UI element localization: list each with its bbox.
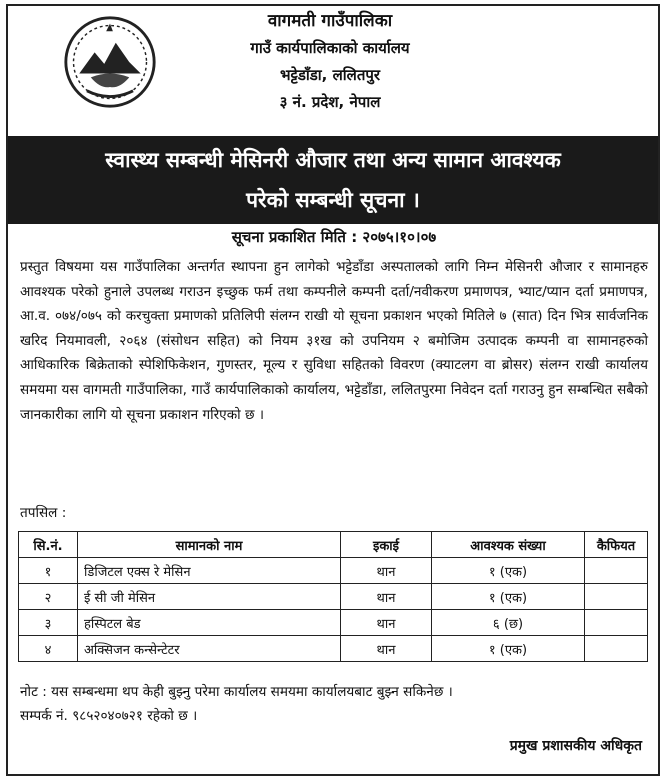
serial-cell: १	[19, 558, 78, 584]
note-text: नोट : यस सम्बन्धमा थप केही बुझ्नु परेमा कार्यालय समयमा कार्यालयबाट बुझ्न सकिनेछ ।	[20, 684, 453, 700]
item-name-cell: अक्सिजन कन्सेन्टेटर	[78, 636, 341, 662]
title-line-1: स्वास्थ्य सम्बन्धी मेसिनरी औजार तथा अन्य सामान आवश्यक	[105, 148, 561, 172]
serial-cell: ३	[19, 610, 78, 636]
office-header	[170, 8, 490, 116]
notice-title-banner	[8, 136, 658, 224]
office-address: भट्टेडाँडा, ललितपुर	[279, 66, 381, 84]
notice-body: प्रस्तुत विषयमा यस गाउँपालिका अन्तर्गत स्थापना हुन लागेको भट्टेडाँडा अस्पतालको लागि निम्न मेसिनरी औजार र सामानहरु आवश्यक परेको हुनाले उपलब्ध गराउन इच्छुक फर्म तथा कम्पनीले कम्पनी दर्ता/नवीकरण प्रमाणपत्र, भ्याट/प्यान दर्ता प्रमाणपत्र, आ.व. ०७४/०७५ को करचुक्ता प्रमाणको प्रतिलिपी संलग्न राखी यो सूचना प्रकाशन भएको मितिले ७ (सात) दिन भित्र सार्वजनिक खरिद नियमावली, २०६४ (संसोधन सहित) को नियम ३१ख को उपनियम २ बमोजिम उत्पादक कम्पनी वा सामानहरुको आधिकारिक बिक्रेताको स्पेशिफिकेशन, गुणस्तर, मूल्य र सुविधा सहितको विवरण (क्याटलग वा ब्रोसर) संलग्न राखी कार्यालय समयमा यस वागमती गाउँपालिका, गाउँ कार्यपालिकाको कार्यालय, भट्टेडाँडा, ललितपुरमा निवेदन दर्ता गराउनु हुन सम्बन्धित सबैको जानकारीका लागि यो सूचना प्रकाशन गरिएको छ ।	[20, 259, 648, 423]
nepal-emblem-icon	[62, 14, 158, 110]
note-block	[20, 680, 650, 728]
table-row	[19, 558, 648, 584]
unit-cell: थान	[341, 584, 432, 610]
item-name-cell: ई सी जी मेसिन	[78, 584, 341, 610]
quantity-cell: १ (एक)	[432, 584, 585, 610]
table-row	[19, 584, 648, 610]
remarks-cell	[585, 584, 648, 610]
remarks-cell	[585, 636, 648, 662]
province-country: ३ नं. प्रदेश, नेपाल	[279, 93, 381, 111]
published-date: सूचना प्रकाशित मिति : २०७५।१०।०७	[231, 228, 437, 246]
col-serial: सि.नं.	[19, 532, 78, 558]
contact-number: सम्पर्क नं. ९८५२०४०७२१ रहेको छ ।	[20, 708, 198, 724]
serial-cell: ४	[19, 636, 78, 662]
col-remarks: कैफियत	[585, 532, 648, 558]
remarks-cell	[585, 558, 648, 584]
unit-cell: थान	[341, 610, 432, 636]
serial-cell: २	[19, 584, 78, 610]
quantity-cell: १ (एक)	[432, 558, 585, 584]
table-row	[19, 636, 648, 662]
unit-cell: थान	[341, 636, 432, 662]
col-item-name: सामानको नाम	[78, 532, 341, 558]
item-name-cell: डिजिटल एक्स रे मेसिन	[78, 558, 341, 584]
table-header-row	[19, 532, 648, 558]
office-name: गाउँ कार्यपालिकाको कार्यालय	[250, 39, 410, 57]
table-row	[19, 610, 648, 636]
col-unit: इकाई	[341, 532, 432, 558]
unit-cell: थान	[341, 558, 432, 584]
col-quantity: आवश्यक संख्या	[432, 532, 585, 558]
quantity-cell: १ (एक)	[432, 636, 585, 662]
items-table	[18, 531, 648, 662]
details-label: तपसिल :	[20, 505, 67, 521]
title-line-2: परेको सम्बन्धी सूचना ।	[246, 188, 420, 212]
remarks-cell	[585, 610, 648, 636]
quantity-cell: ६ (छ)	[432, 610, 585, 636]
signatory-title: प्रमुख प्रशासकीय अधिकृत	[509, 738, 642, 754]
municipality-name: वागमती गाउँपालिका	[267, 11, 393, 31]
item-name-cell: हस्पिटल बेड	[78, 610, 341, 636]
